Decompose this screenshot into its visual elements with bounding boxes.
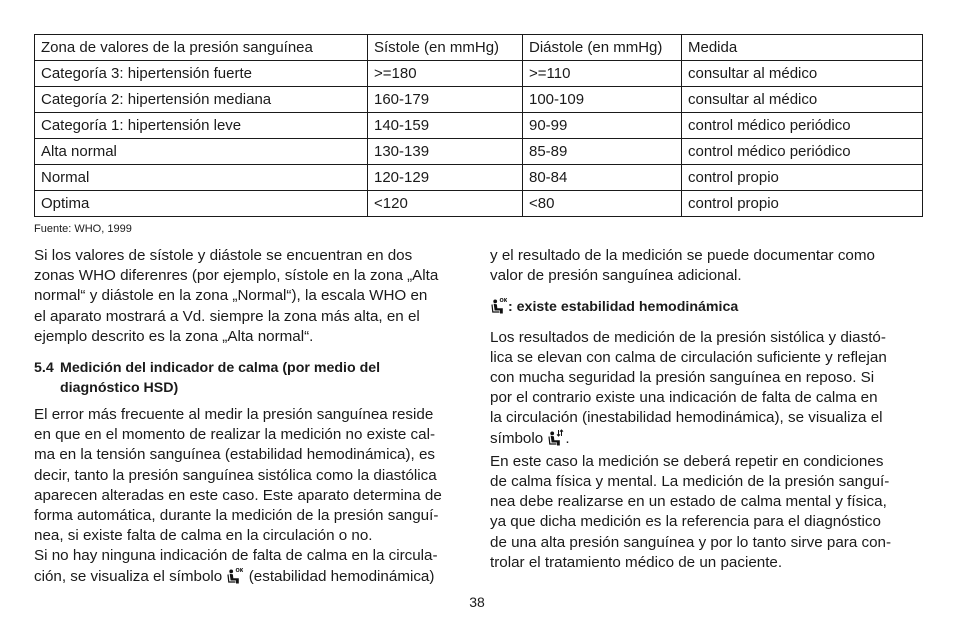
svg-text:OK: OK [499,298,507,305]
cell-measure: control propio [682,165,923,191]
text-line: nea, si existe falta de calma en la circulación o no. [34,527,373,545]
cell-measure: consultar al médico [682,61,923,87]
text-line: con mucha seguridad la presión sanguínea en reposo. Si [490,369,875,387]
seated-person-arrows-icon [548,429,564,452]
cell-zone: Categoría 3: hipertensión fuerte [35,61,368,87]
text-line: por el contrario existe una indicación de falta de calma en [490,389,878,407]
cell-measure: control médico periódico [682,139,923,165]
cell-zone: Categoría 1: hipertensión leve [35,113,368,139]
text-line: El error más frecuente al medir la presión sanguínea reside [34,406,434,424]
header-cell-systole: Sístole (en mmHg) [368,35,523,61]
stability-subheading [490,297,922,320]
text-line: ma en la tensión sanguínea (estabilidad hemodinámica), es [34,446,436,464]
text-line: de calma física y mental. La medición de la presión sanguí- [490,473,890,491]
text-line: en que en el momento de realizar la medición no existe cal- [34,426,436,444]
source-note: Fuente: WHO, 1999 [34,223,132,235]
section-body-paragraph [34,405,466,567]
symbol-line [490,429,922,452]
text-line: forma automática, durante la medición de la presión sanguí- [34,507,439,525]
text-line: lica se elevan con calma de circulación suficiente y reflejan [490,348,887,366]
stability-subheading-text: : existe estabilidad hemodinámica [508,299,739,316]
text-line: normal“ y diástole en la zona „Normal“), la escala WHO en [34,287,428,305]
table-header-row [35,35,923,61]
cell-zone: Normal [35,165,368,191]
header-cell-measure: Medida [682,35,923,61]
repeat-paragraph [490,452,922,573]
text-line: el aparato mostrará a Vd. siempre la zona más alta, en el [34,307,420,325]
cell-diastole: <80 [523,191,682,217]
text-line: zonas WHO diferenres (por ejemplo, sístole en la zona „Alta [34,267,439,285]
text-line: de una alta presión sanguínea y por lo tanto sirve para con- [490,533,892,551]
table-row [35,61,923,87]
cell-zone: Optima [35,191,368,217]
section-title-line1: Medición del indicador de calma (por medio del [60,360,381,377]
cell-zone: Alta normal [35,139,368,165]
text-line: ya que dicha medición es la referencia para el diagnóstico [490,513,881,531]
cell-measure: control propio [682,191,923,217]
text-line: aparecen alteradas en este caso. Este aparato determina de [34,486,442,504]
cell-systole: >=180 [368,61,523,87]
body-last-line [34,567,466,590]
section-title-line2: diagnóstico HSD) [60,380,179,397]
cell-diastole: 90-99 [523,113,682,139]
text-line: y el resultado de la medición se puede documentar como [490,247,875,264]
results-paragraph [490,328,922,429]
continuation-paragraph [490,246,922,286]
cell-diastole: 85-89 [523,139,682,165]
cell-zone: Categoría 2: hipertensión mediana [35,87,368,113]
blood-pressure-table [34,34,923,217]
text-line: decir, tanto la presión sanguínea sistólica como la diastólica [34,466,437,484]
text-line: valor de presión sanguínea adicional. [490,267,742,285]
cell-diastole: >=110 [523,61,682,87]
intro-paragraph [34,246,466,347]
cell-systole: 140-159 [368,113,523,139]
cell-systole: 130-139 [368,139,523,165]
text-line: Los resultados de medición de la presión sistólica y diastó- [490,328,886,346]
text-line: Si no hay ninguna indicación de falta de calma en la circula- [34,547,438,565]
blood-pressure-table-body [35,35,923,217]
table-row [35,87,923,113]
svg-text:OK: OK [235,567,244,574]
text-line: Si los valores de sístole y diástole se encuentran en dos [34,247,413,264]
cell-diastole: 100-109 [523,87,682,113]
text-line: En este caso la medición se deberá repetir en condiciones [490,452,884,470]
symbol-line-before: símbolo [490,429,544,447]
table-row [35,191,923,217]
symbol-line-after: . [565,429,570,447]
text-line: trolar el tratamiento médico de un paciente. [490,553,783,571]
text-line: la circulación (inestabilidad hemodinámica), se visualiza el [490,409,883,427]
seated-person-ok-icon [227,567,243,590]
cell-systole: 160-179 [368,87,523,113]
section-number: 5.4 [34,360,54,377]
left-text-column [34,246,466,590]
section-heading [34,358,466,398]
cell-diastole: 80-84 [523,165,682,191]
table-row [35,139,923,165]
table-row [35,113,923,139]
cell-measure: control médico periódico [682,113,923,139]
text-line: ejemplo descrito es la zona „Alta normal“. [34,327,314,345]
right-text-column [490,246,922,573]
seated-person-ok-icon [491,297,507,320]
text-line: nea debe realizarse en un estado de calma mental y física, [490,493,887,511]
header-cell-zone: Zona de valores de la presión sanguínea [35,35,368,61]
body-last-line-after: (estabilidad hemodinámica) [248,567,435,585]
header-cell-diastole: Diástole (en mmHg) [523,35,682,61]
cell-measure: consultar al médico [682,87,923,113]
cell-systole: 120-129 [368,165,523,191]
cell-systole: <120 [368,191,523,217]
table-row [35,165,923,191]
section-heading-line1 [34,358,466,378]
body-last-line-before: ción, se visualiza el símbolo [34,567,223,585]
page-number: 38 [469,594,485,610]
